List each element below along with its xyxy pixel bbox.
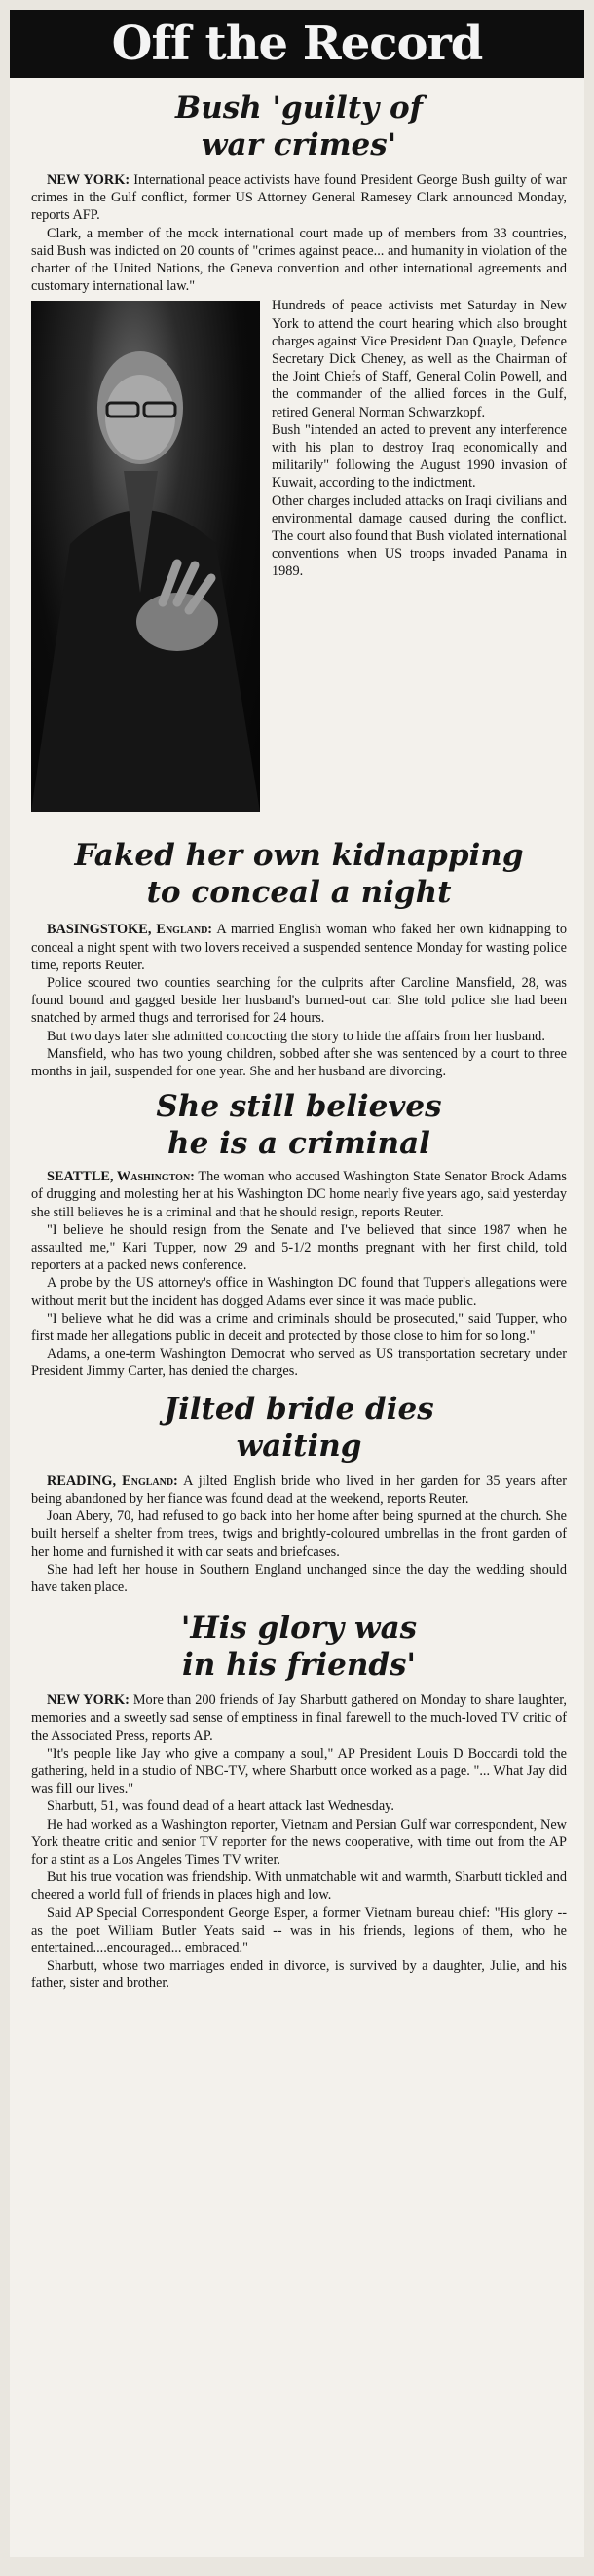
body-paragraph: Hundreds of peace activists met Saturday in New York to attend the court hearing which also brought charges against Vice President Dan Quayle, Defence Secretary Dick Cheney, as well as the Chairman of the Joint Chiefs of Staff, General Colin Powell, and the commander of the allied forces in the Gulf, retired General Norman Schwarzkopf. <box>272 298 567 420</box>
body-paragraph: "It's people like Jay who give a company a soul," AP President Louis D Boccardi told the gathering, held in a studio of NBC-TV, where Sharbutt once worked as a page. "... What Jay did was fill our lives." <box>31 1745 567 1797</box>
lead-paragraph: READING, England: A jilted English bride who lived in her garden for 35 years after being abandoned by her fiance was found dead at the weekend, reports Reuter. <box>31 1472 567 1506</box>
headline: She still believes he is a criminal <box>156 1089 442 1162</box>
body-paragraph: Adams, a one-term Washington Democrat who served as US transportation secretary under President Jimmy Carter, has denied the charges. <box>31 1346 567 1380</box>
body-paragraph: Other charges included attacks on Iraqi civilians and environmental damage caused during the conflict. The court also found that Bush violated international conventions when US troops invaded Panama in 1989. <box>272 492 567 580</box>
body-paragraph: Bush "intended an acted to prevent any interference with his plan to destroy Iraq economically and militarily" following the August 1990 invasion of Kuwait, according to the indictment. <box>272 421 567 491</box>
lead-paragraph: NEW YORK: International peace activists have found President George Bush guilty of war crimes in the Gulf conflict, former US Attorney General Ramesey Clark announced Monday, reports AFP. <box>31 172 567 224</box>
body-paragraph: "I believe he should resign from the Senate and I've believed that since 1987 when he assaulted me," Kari Tupper, now 29 and 5-1/2 months pregnant with her first child, told reporters at a packed news conference. <box>31 1221 567 1274</box>
body-paragraph: But his true vocation was friendship. With unmatchable wit and warmth, Sharbutt tickled and cheered a world full of friends in places high and low. <box>31 1869 567 1904</box>
lead-paragraph: SEATTLE, Washington: The woman who accused Washington State Senator Brock Adams of drugging and molesting her at his Washington DC home nearly five years ago, said yesterday she still believes he is a criminal and that he should resign, reports Reuter. <box>31 1169 567 1220</box>
dateline: SEATTLE, Washington: <box>47 1169 195 1185</box>
headline: 'His glory was in his friends' <box>180 1611 418 1684</box>
newspaper-page <box>10 10 584 2557</box>
story-sharbutt-tribute <box>31 1610 567 1992</box>
story-faked-kidnapping <box>31 837 567 1080</box>
body-paragraph: She had left her house in Southern England unchanged since the day the wedding should have taken place. <box>31 1561 567 1595</box>
body-paragraph: Joan Abery, 70, had refused to go back into her home after being spurned at the church. She built herself a shelter from trees, twigs and brightly-coloured umbrellas in the front garden of her home and furnished it with car seats and briefcases. <box>31 1508 567 1560</box>
body-paragraph: Sharbutt, 51, was found dead of a heart attack last Wednesday. <box>47 1798 394 1815</box>
body-paragraph: Clark, a member of the mock international court made up of members from 33 countries, said Bush was indicted on 20 counts of "crimes against peace... and humanity in violation of the charter of the United Nations, the Geneva convention and other international agreements and customary international law." <box>31 225 567 295</box>
dateline: NEW YORK: <box>47 172 130 188</box>
dateline: NEW YORK: <box>47 1692 130 1709</box>
story-still-believes <box>31 1088 567 1380</box>
story-jilted-bride <box>31 1391 567 1596</box>
section-title: Off the Record <box>111 17 483 71</box>
headline: Bush 'guilty of war crimes' <box>175 91 423 163</box>
body-paragraph: "I believe what he did was a crime and criminals should be prosecuted," said Tupper, who first made her allegations public in deceit and protected by those close to him for so long." <box>31 1310 567 1345</box>
body-paragraph: Police scoured two counties searching for the culprits after Caroline Mansfield, 28, was found bound and gagged beside her husband's burned-out car. She told police she had been snatched by armed thugs and terrorised for 24 hours. <box>31 975 567 1027</box>
lead-paragraph: NEW YORK: More than 200 friends of Jay Sharbutt gathered on Monday to share laughter, memories and a sweetly sad sense of emptiness in final farewell to the much-loved TV critic of the Associated Press, reports AP. <box>31 1692 567 1744</box>
dateline: READING, England: <box>47 1472 178 1489</box>
body-paragraph: Sharbutt, whose two marriages ended in divorce, is survived by a daughter, Julie, and his father, sister and brother. <box>31 1958 567 1992</box>
body-paragraph: Said AP Special Correspondent George Esper, a former Vietnam bureau chief: "His glory -- as the poet William Butler Yeats said -- was in his friends, legions of them, who he entertained....encouraged... embraced." <box>31 1905 567 1956</box>
dateline: BASINGSTOKE, England: <box>47 922 213 938</box>
masthead <box>10 10 584 78</box>
headline: Faked her own kidnapping to conceal a night <box>74 838 524 911</box>
body-paragraph: A probe by the US attorney's office in Washington DC found that Tupper's allegations were without merit but the incident has dogged Adams ever since it was made public. <box>31 1275 567 1309</box>
lead-paragraph: BASINGSTOKE, England: A married English woman who faked her own kidnapping to conceal a night spent with two lovers received a suspended sentence Monday for wasting police time, reports Reuter. <box>31 922 567 973</box>
headline: Jilted bride dies waiting <box>164 1391 434 1464</box>
body-paragraph: But two days later she admitted concocting the story to hide the affairs from her husband. <box>47 1028 545 1044</box>
body-paragraph: Mansfield, who has two young children, sobbed after she was sentenced by a court to three months in jail, suspended for one year. She and her husband are divorcing. <box>31 1045 567 1080</box>
portrait-illustration <box>31 301 260 812</box>
story-bush-war-crimes <box>31 90 567 816</box>
body-paragraph: He had worked as a Washington reporter, Vietnam and Persian Gulf war correspondent, New York theatre critic and senior TV reporter for the news cooperative, with time out from the AP for a stint as a Los Angeles Times TV writer. <box>31 1816 567 1868</box>
bush-photo <box>31 301 260 812</box>
